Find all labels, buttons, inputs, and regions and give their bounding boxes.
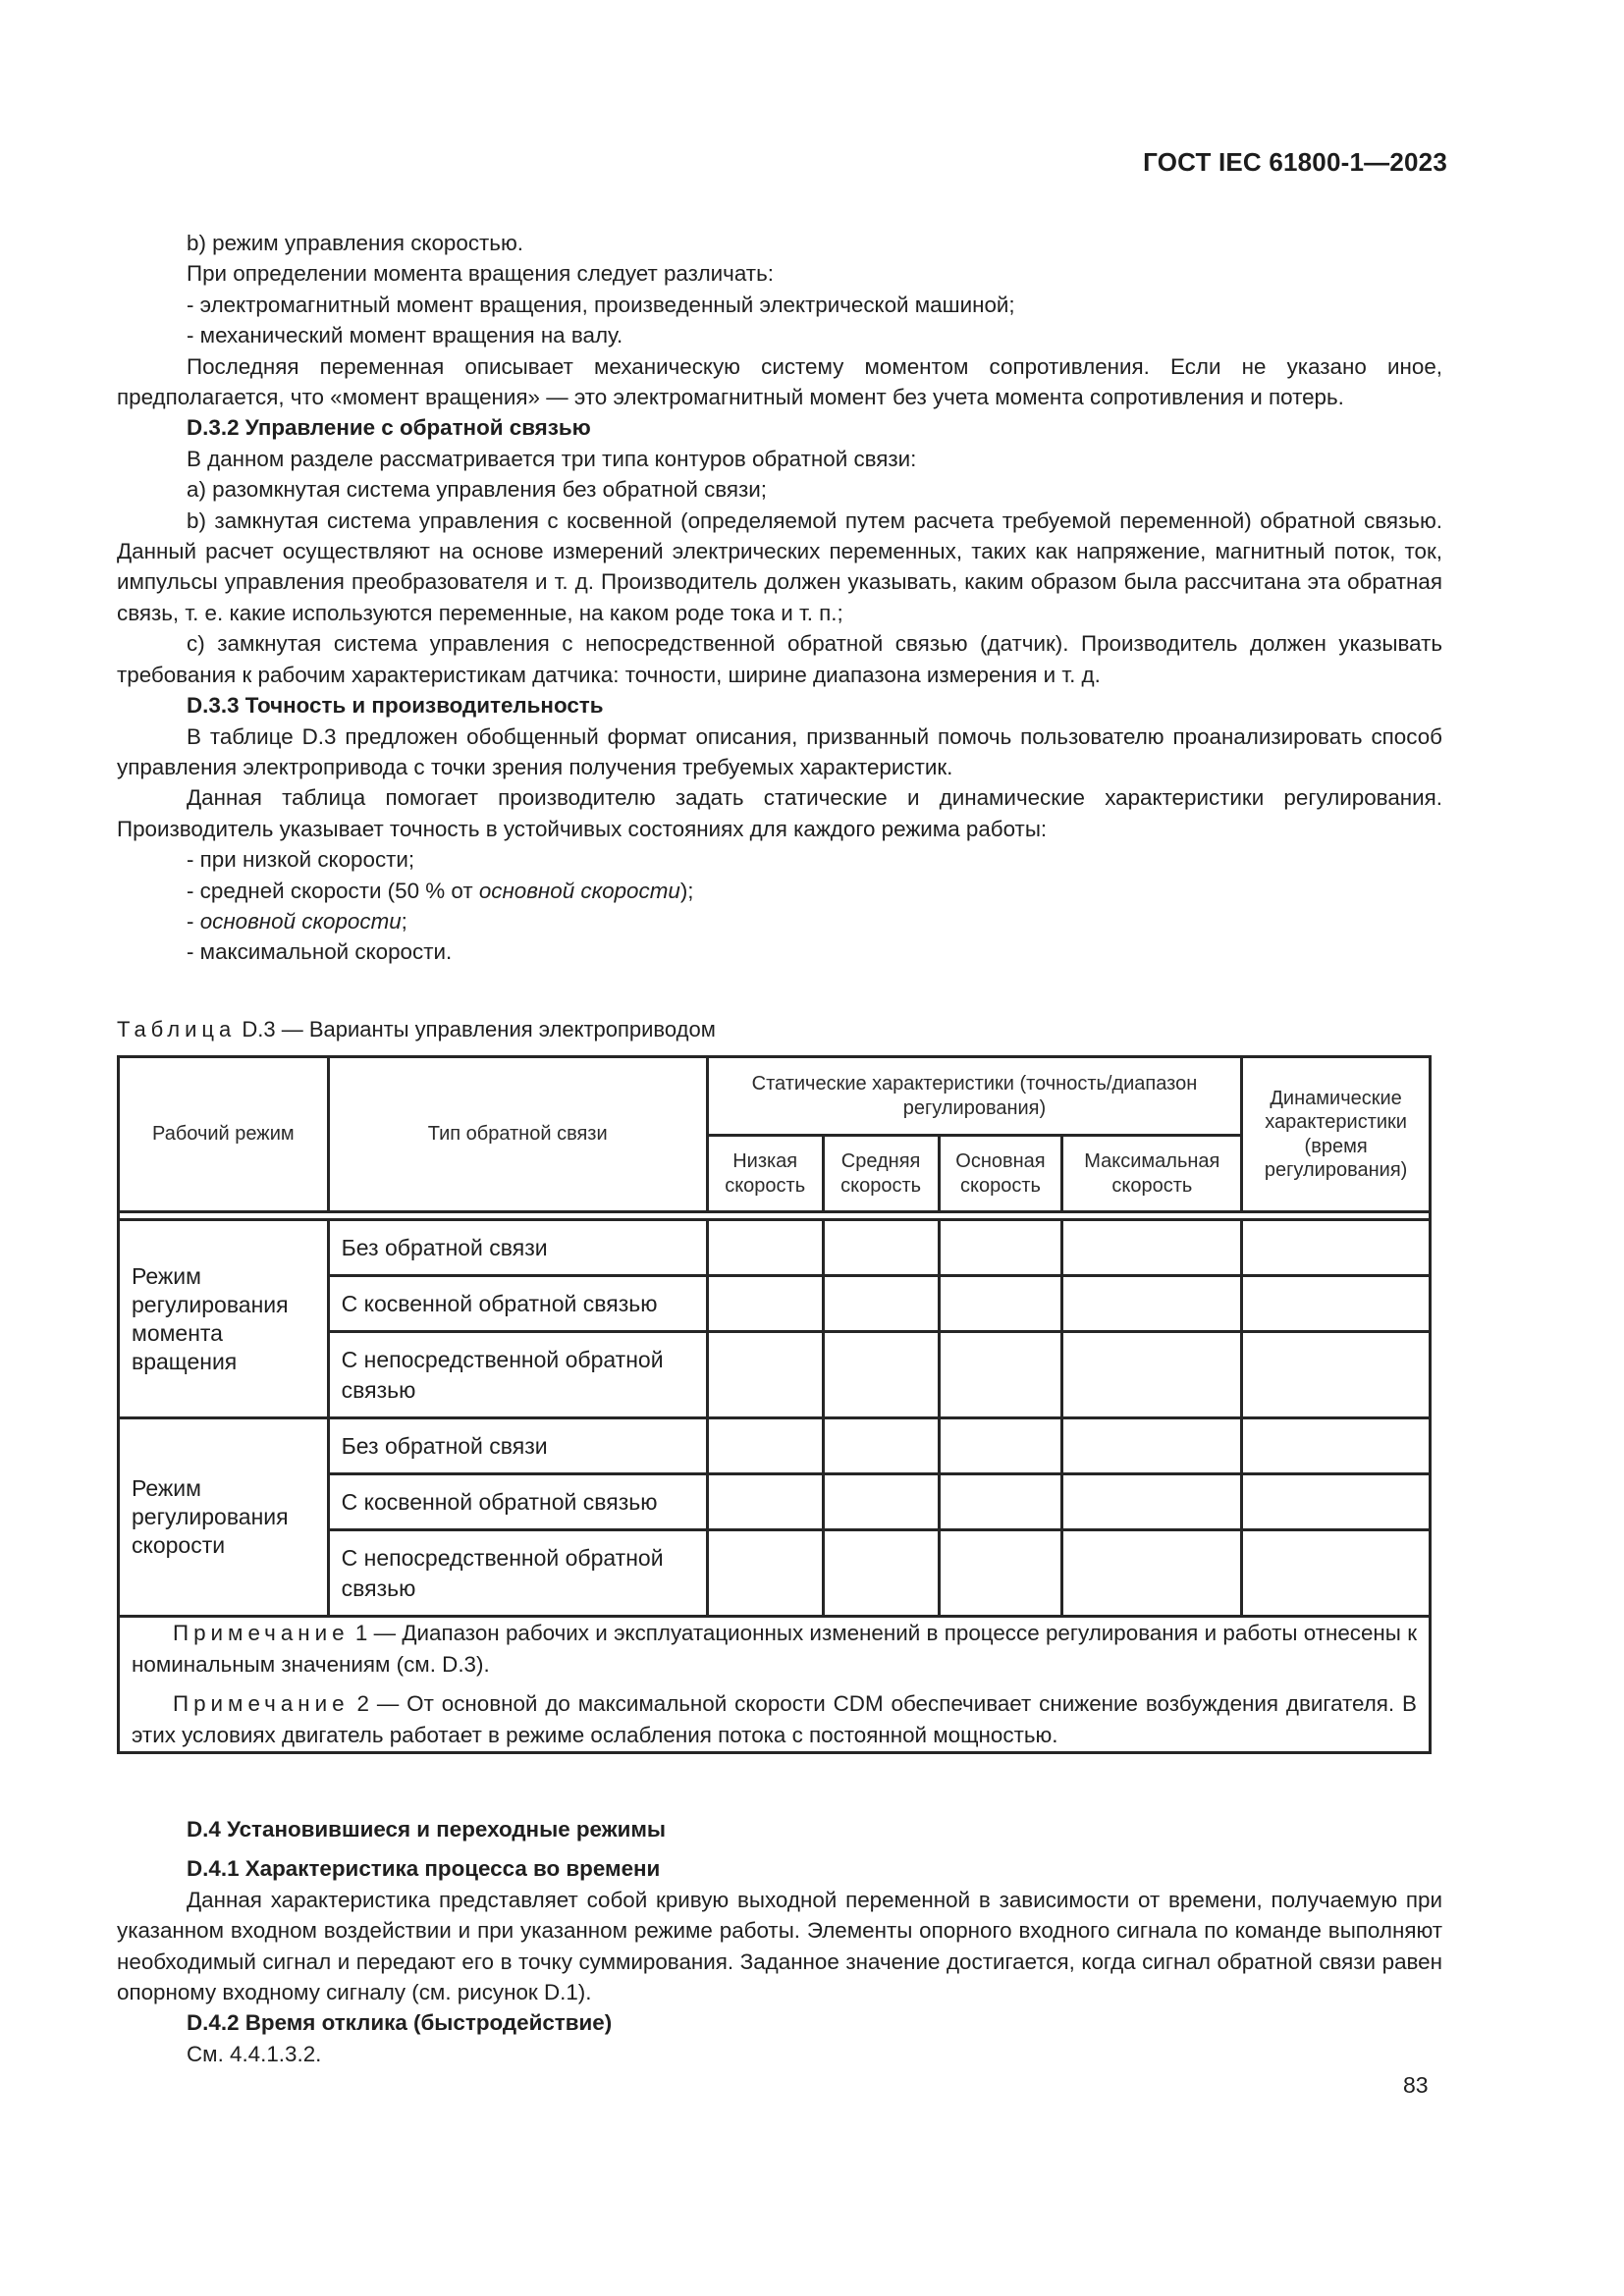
speed-list-item-low: - при низкой скорости; — [187, 847, 415, 873]
note-text: 1 — Диапазон рабочих и эксплуатационных изменений в процессе регулирования и работы отнесены к номинальным значениям (см. D.3). — [132, 1621, 1417, 1677]
d42-reference: См. 4.4.1.3.2. — [187, 2041, 322, 2066]
heading-d-4: D.4 Установившиеся и переходные режимы — [187, 1817, 667, 1842]
feedback-type-cell: С непосредственной обратной связью — [328, 1332, 707, 1418]
feedback-type-cell: Без обратной связи — [328, 1418, 707, 1474]
table-d3-drive-control-variants — [117, 1055, 1432, 1754]
speed-list-item-medium — [117, 876, 1442, 906]
page-number: 83 — [1403, 2072, 1429, 2098]
last-variable-paragraph: Последняя переменная описывает механическую систему моментом сопротивления. Если не указано иное, предполагается, что «момент вращения» — это электромагнитный момент без учета момента сопротивления и потерь. — [117, 353, 1442, 410]
low-speed-cell — [707, 1332, 823, 1418]
d41-paragraph: Данная характеристика представляет собой кривую выходной переменной в зависимости от времени, получаемую при указанном входном воздействии и при указанном режиме работы. Элементы опорного входного сигнала по команде выполняют необходимый сигнал и передают его в точку суммирования. Заданное значение достигается, когда сигнал обратной связи равен опорному входному сигналу (см. рисунок D.1). — [117, 1887, 1442, 2005]
medium-speed-cell — [823, 1530, 939, 1617]
header-feedback-type: Тип обратной связи — [328, 1057, 707, 1212]
heading-d-4-2: D.4.2 Время отклика (быстродействие) — [187, 2010, 613, 2036]
header-separator — [119, 1212, 1431, 1220]
d32-item-a: a) разомкнутая система управления без обратной связи; — [187, 477, 768, 503]
base-speed-cell — [939, 1332, 1062, 1418]
header-medium-speed: Средняя скорость — [823, 1136, 939, 1212]
table-notes-row — [119, 1617, 1431, 1753]
body-top-section — [117, 228, 1442, 968]
d32-item-b: b) замкнутая система управления с косвенной (определяемой путем расчета требуемой переменной) обратной связью. Данный расчет осуществляют на основе измерений электрических переменных, таких как напряжение, магнитный поток, ток, импульсы управления преобразователя и т. д. Производитель должен указывать, каким образом была рассчитана эта обратная связь, т. е. какие используются переменные, на каком роде тока и т. п.; — [117, 507, 1442, 625]
medium-speed-cell — [823, 1418, 939, 1474]
mode-torque-control: Режим регулирования момента вращения — [119, 1220, 329, 1418]
dynamic-cell — [1242, 1220, 1431, 1276]
max-speed-cell — [1062, 1418, 1242, 1474]
base-speed-cell — [939, 1474, 1062, 1530]
base-speed-cell — [939, 1276, 1062, 1332]
low-speed-cell — [707, 1418, 823, 1474]
table-caption-label: Таблица — [117, 1017, 237, 1041]
low-speed-cell — [707, 1276, 823, 1332]
dynamic-cell — [1242, 1418, 1431, 1474]
text: ); — [679, 878, 694, 903]
dynamic-cell — [1242, 1474, 1431, 1530]
table-caption-text: D.3 — Варианты управления электроприводом — [236, 1017, 716, 1041]
table-note-2 — [132, 1688, 1417, 1751]
d32-item-c: c) замкнутая система управления с непосредственной обратной связью (датчик). Производитель должен указывать требования к рабочим характеристикам датчика: точности, ширине диапазона измерения и т. д. — [117, 631, 1442, 687]
header-static-characteristics: Статические характеристики (точность/диапазон регулирования) — [707, 1057, 1241, 1136]
emphasis: основной скорости — [199, 908, 402, 934]
emphasis: основной скорости — [478, 878, 680, 903]
max-speed-cell — [1062, 1220, 1242, 1276]
max-speed-cell — [1062, 1276, 1242, 1332]
table-row — [119, 1418, 1431, 1474]
heading-d-3-3: D.3.3 Точность и производительность — [187, 693, 604, 719]
header-low-speed: Низкая скорость — [707, 1136, 823, 1212]
medium-speed-cell — [823, 1220, 939, 1276]
d32-intro: В данном разделе рассматривается три типа контуров обратной связи: — [187, 446, 917, 471]
heading-d-4-1: D.4.1 Характеристика процесса во времени — [187, 1856, 661, 1882]
header-dynamic-characteristics: Динамические характеристики (время регулирования) — [1242, 1057, 1431, 1212]
feedback-type-cell: С косвенной обратной связью — [328, 1474, 707, 1530]
base-speed-cell — [939, 1530, 1062, 1617]
table-notes — [119, 1617, 1431, 1753]
torque-list-item: - механический момент вращения на валу. — [187, 323, 623, 348]
dynamic-cell — [1242, 1530, 1431, 1617]
text: ; — [401, 908, 407, 934]
torque-list-item: - электромагнитный момент вращения, произведенный электрической машиной; — [187, 292, 1015, 317]
medium-speed-cell — [823, 1276, 939, 1332]
table-note-1 — [132, 1618, 1417, 1681]
mode-speed-control: Режим регулирования скорости — [119, 1418, 329, 1617]
note-label: Примечание — [173, 1691, 350, 1716]
d33-paragraph-1: В таблице D.3 предложен обобщенный формат описания, призванный помочь пользователю проанализировать способ управления электропривода с точки зрения получения требуемых характеристик. — [117, 723, 1442, 779]
d33-paragraph-2: Данная таблица помогает производителю задать статические и динамические характеристики регулирования. Производитель указывает точность в устойчивых состояниях для каждого режима работы: — [117, 785, 1442, 841]
torque-intro: При определении момента вращения следует различать: — [187, 261, 774, 287]
table-caption — [117, 1015, 716, 1044]
speed-list-item-base — [117, 906, 1442, 936]
base-speed-cell — [939, 1220, 1062, 1276]
low-speed-cell — [707, 1530, 823, 1617]
document-standard-id: ГОСТ IEC 61800-1—2023 — [1143, 147, 1447, 177]
low-speed-cell — [707, 1474, 823, 1530]
max-speed-cell — [1062, 1332, 1242, 1418]
table-row — [119, 1220, 1431, 1276]
header-operating-mode: Рабочий режим — [119, 1057, 329, 1212]
text: - — [187, 908, 200, 934]
note-text: 2 — От основной до максимальной скорости CDM обеспечивает снижение возбуждения двигателя. В этих условиях двигатель работает в режиме ослабления потока с постоянной мощностью. — [132, 1691, 1417, 1747]
medium-speed-cell — [823, 1332, 939, 1418]
dynamic-cell — [1242, 1276, 1431, 1332]
heading-d-3-2: D.3.2 Управление с обратной связью — [187, 415, 591, 441]
low-speed-cell — [707, 1220, 823, 1276]
header-max-speed: Максимальная скорость — [1062, 1136, 1242, 1212]
header-base-speed: Основная скорость — [939, 1136, 1062, 1212]
note-label: Примечание — [173, 1621, 350, 1645]
feedback-type-cell: Без обратной связи — [328, 1220, 707, 1276]
feedback-type-cell: С косвенной обратной связью — [328, 1276, 707, 1332]
max-speed-cell — [1062, 1474, 1242, 1530]
max-speed-cell — [1062, 1530, 1242, 1617]
feedback-type-cell: С непосредственной обратной связью — [328, 1530, 707, 1617]
medium-speed-cell — [823, 1474, 939, 1530]
list-item-speed-mode: b) режим управления скоростью. — [187, 231, 523, 255]
dynamic-cell — [1242, 1332, 1431, 1418]
base-speed-cell — [939, 1418, 1062, 1474]
body-section-d4 — [117, 1814, 1442, 2069]
text: - средней скорости (50 % от — [187, 878, 479, 903]
speed-list-item-max: - максимальной скорости. — [187, 939, 453, 965]
